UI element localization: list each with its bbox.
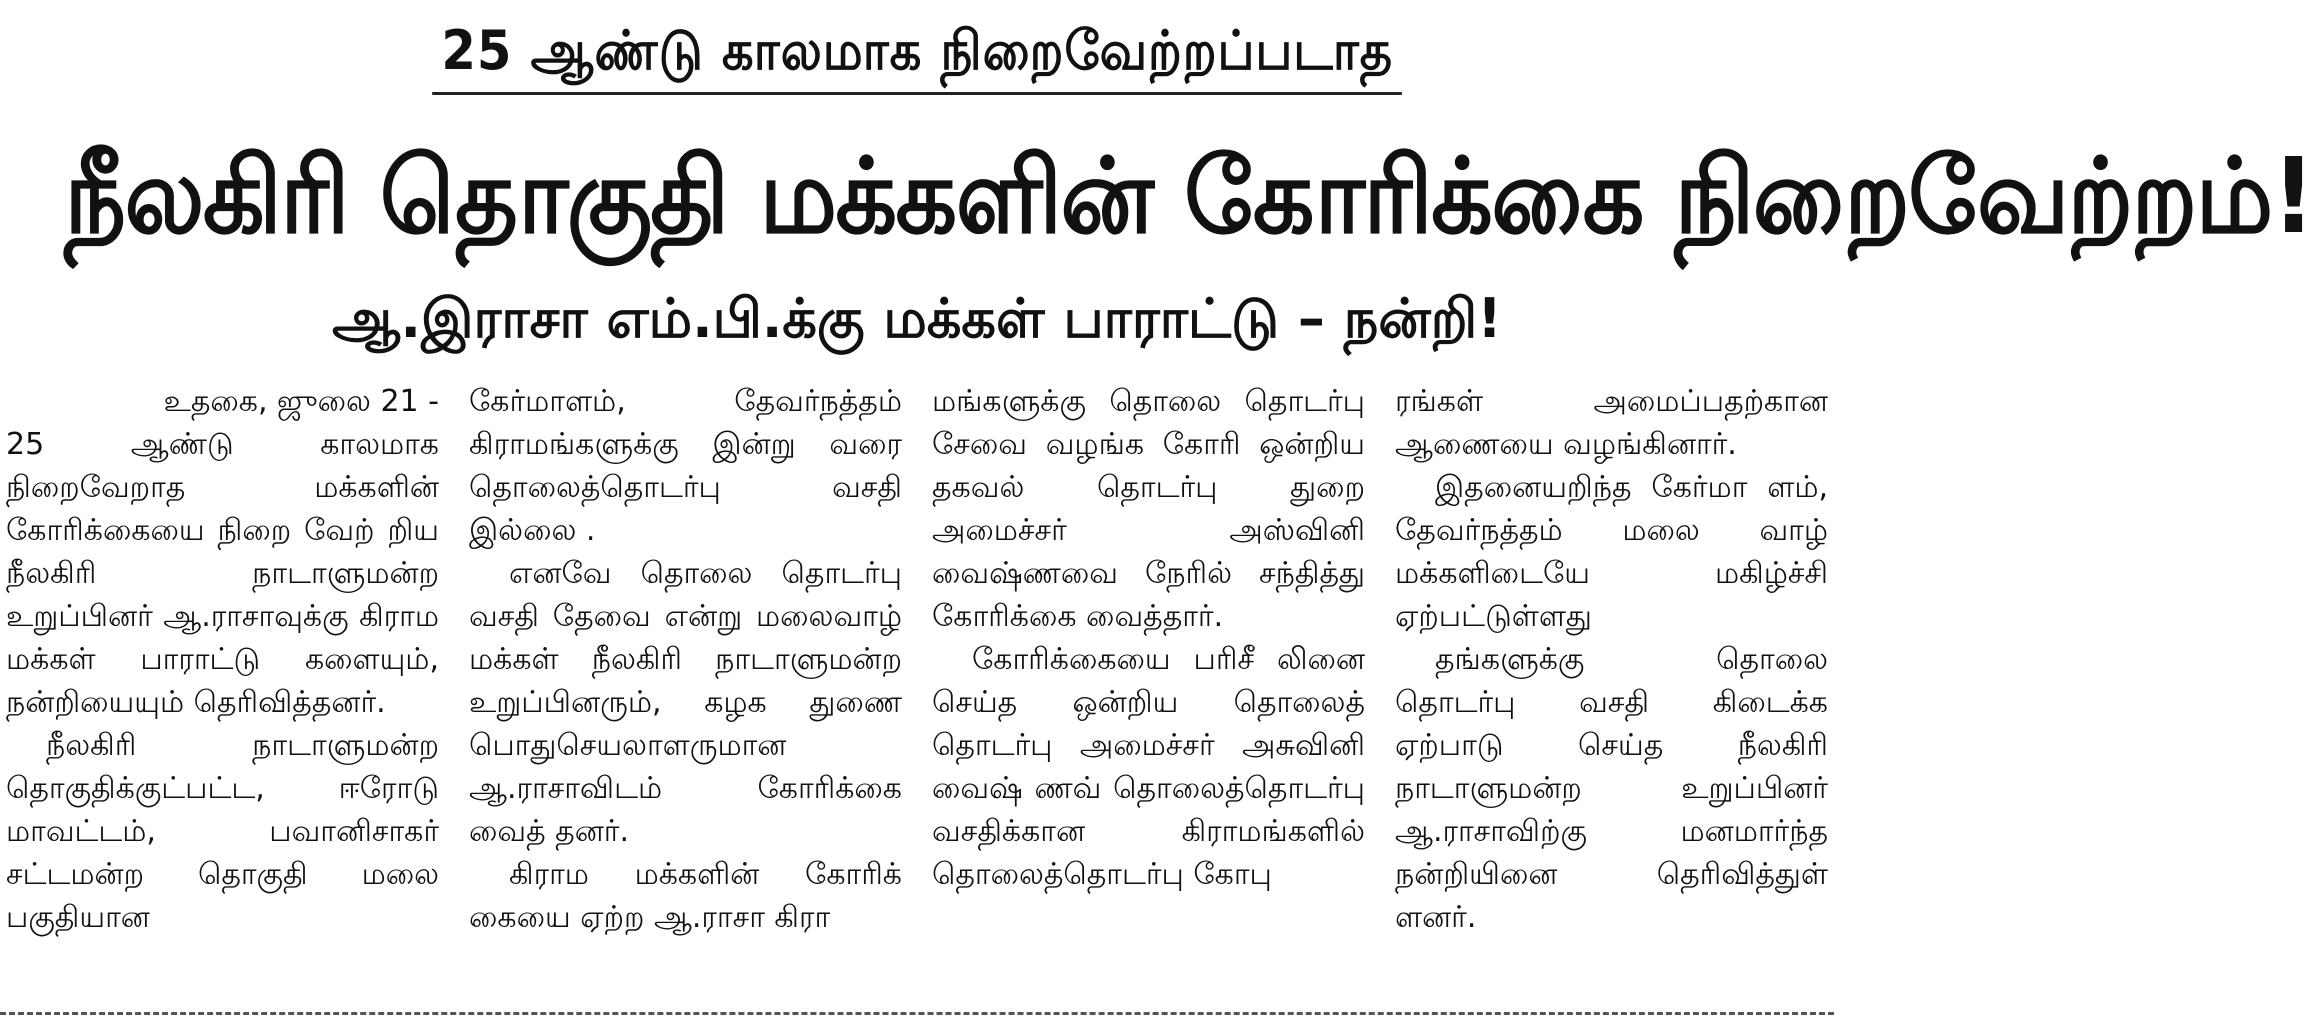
paragraph: இதனையறிந்த கேர்மா ளம், தேவர்நத்தம் மலை வாழ் மக்களிடையே மகிழ்ச்சி ஏற்பட்டுள்ளது	[1395, 470, 1828, 634]
paragraph: நீலகிரி நாடாளுமன்ற தொகுதிக்குட்பட்ட, ஈரோடு மாவட்டம், பவானிசாகர் சட்டமன்ற தொகுதி மலை பகுதியான	[6, 728, 439, 935]
paragraph: கோரிக்கையை பரிசீ லினை செய்த ஒன்றிய தொலைத் தொடர்பு அமைச்சர் அசுவினி வைஷ் ணவ் தொலைத்தொடர்பு வசதிக்கான கிராமங்களில் தொலைத்தொடர்பு கோபு	[932, 642, 1365, 892]
column-3	[932, 380, 1365, 990]
column-2	[469, 380, 902, 990]
column-1	[6, 380, 439, 990]
main-headline: நீலகிரி தொகுதி மக்களின் கோரிக்கை நிறைவேற்றம்!	[64, 135, 2314, 257]
article-body	[6, 380, 1828, 990]
column-4	[1395, 380, 1828, 990]
kicker-heading: 25 ஆண்டு காலமாக நிறைவேற்றப்படாத	[432, 18, 1402, 95]
paragraph: தங்களுக்கு தொலை தொடர்பு வசதி கிடைக்க ஏற்பாடு செய்த நீலகிரி நாடாளுமன்ற உறுப்பினர் ஆ.ராசாவிற்கு மனமார்ந்த நன்றியினை தெரிவித்துள் ளனர்.	[1395, 642, 1828, 935]
kicker-wrapper	[0, 18, 1834, 95]
sub-headline: ஆ.இராசா எம்.பி.க்கு மக்கள் பாராட்டு – நன்றி!	[332, 287, 1502, 350]
paragraph: எனவே தொலை தொடர்பு வசதி தேவை என்று மலைவாழ் மக்கள் நீலகிரி நாடாளுமன்ற உறுப்பினரும், கழக துணை பொதுசெயலாளருமான ஆ.ராசாவிடம் கோரிக்கை வைத் தனர்.	[469, 556, 902, 849]
paragraph: கிராம மக்களின் கோரிக் கையை ஏற்ற ஆ.ராசா கிரா	[469, 857, 902, 935]
bottom-divider	[0, 1012, 1834, 1015]
paragraph: மங்களுக்கு தொலை தொடர்பு சேவை வழங்க கோரி ஒன்றிய தகவல் தொடர்பு துறை அமைச்சர் அஸ்வினி வைஷ்ணவை நேரில் சந்தித்து கோரிக்கை வைத்தார்.	[932, 384, 1365, 634]
dateline: உதகை, ஜுலை 21 -	[163, 384, 439, 419]
paragraph: 25 ஆண்டு காலமாக நிறைவேறாத மக்களின் கோரிக்கையை நிறை வேற் றிய நீலகிரி நாடாளுமன்ற உறுப்பினர் ஆ.ராசாவுக்கு கிராம மக்கள் பாராட்டு களையும், நன்றியையும் தெரிவித்தனர்.	[6, 427, 439, 720]
paragraph: கேர்மாளம், தேவர்நத்தம் கிராமங்களுக்கு இன்று வரை தொலைத்தொடர்பு வசதி இல்லை .	[469, 384, 902, 548]
paragraph: ரங்கள் அமைப்பதற்கான ஆணையை வழங்கினார்.	[1395, 384, 1828, 462]
